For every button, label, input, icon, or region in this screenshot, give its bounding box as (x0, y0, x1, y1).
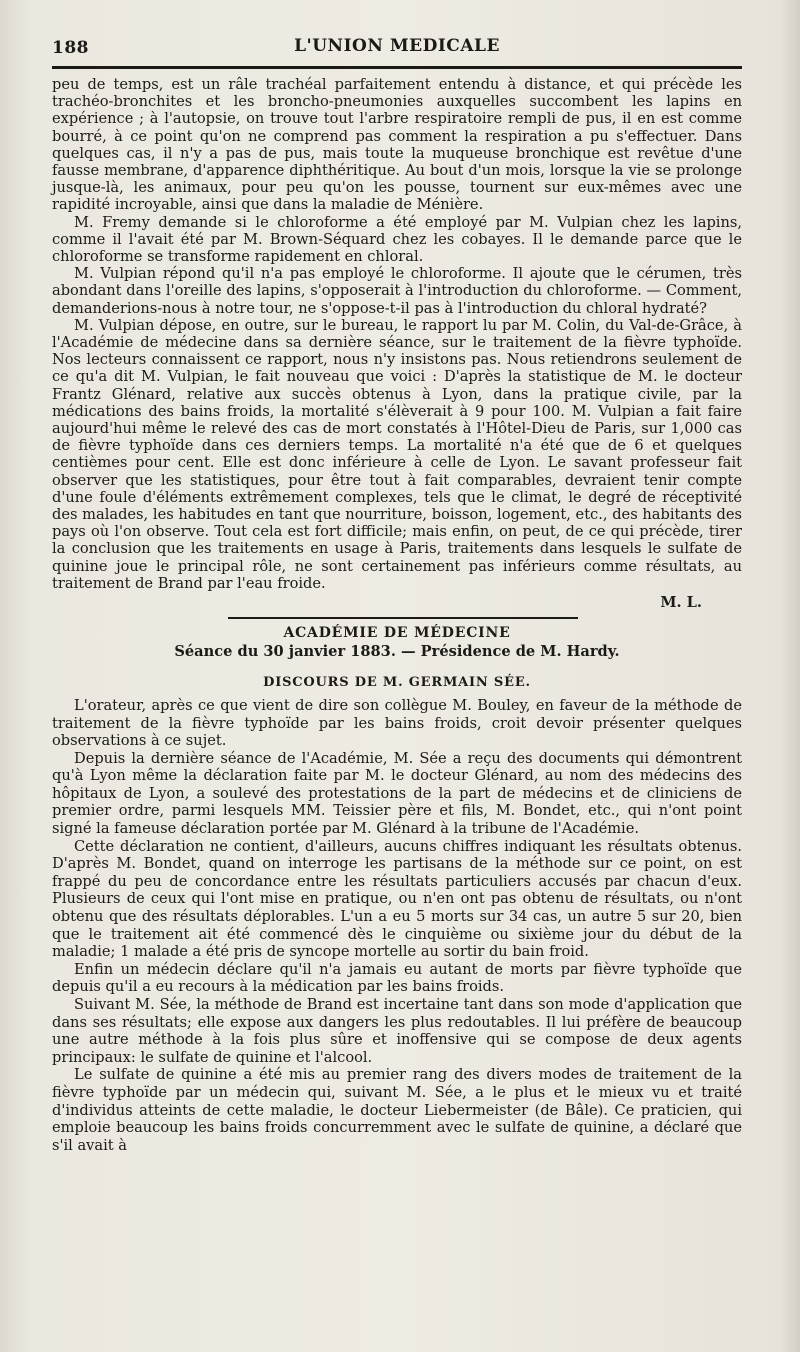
session-line: Séance du 30 janvier 1883. — Présidence de M. Hardy. (174, 642, 620, 660)
paragraph: Cette déclaration ne contient, d'ailleurs, aucuns chiffres indiquant les résultats obtenus. D'après M. Bondet, quand on interroge les partisans de la méthode sur ce point, on est frappé du peu de concordance entre les résultats particuliers accusés par chacun d'eux. Plusieurs de ceux qui l'ont mise en pratique, ou n'en ont pas obtenu de résultats, ou n'ont obtenu que des résultats déplorables. L'un a eu 5 morts sur 34 cas, un autre 5 sur 20, bien que le traitement ait été commencé dès le cinquième ou sixième jour du début de la maladie; 1 malade a été pris de syncope mortelle au sortir du bain froid. (52, 837, 742, 961)
paragraph: Le sulfate de quinine a été mis au premier rang des divers modes de traitement de la fièvre typhoïde par un médecin qui, suivant M. Sée, a le plus et le mieux vu et traité d'individus atteints de cette maladie, le docteur Liebermeister (de Bâle). Ce praticien, qui emploie beaucoup les bains froids concurremment avec le sulfate de quinine, a déclaré que s'il avait à (52, 1066, 742, 1154)
paragraph: Depuis la dernière séance de l'Académie, M. Sée a reçu des documents qui démontrent qu'à Lyon même la déclaration faite par M. le docteur Glénard, au nom des médecins des hôpitaux de Lyon, a soulevé des protestations de la part de médecins et de cliniciens de premier ordre, parmi lesquels MM. Teissier père et fils, M. Bondet, etc., qui n'ont point signé la fameuse déclaration portée par M. Glénard à la tribune de l'Académie. (52, 749, 742, 838)
journal-title: L'UNION MEDICALE (294, 36, 500, 56)
section-separator (228, 617, 578, 619)
discourse-heading: DISCOURS DE M. GERMAIN SÉE. (263, 674, 531, 690)
article-body (52, 76, 742, 1154)
running-header (52, 34, 742, 60)
paragraph: Enfin un médecin déclare qu'il n'a jamais eu autant de morts par fièvre typhoïde que depuis qu'il a eu recours à la médication par les bains froids. (52, 960, 742, 996)
author-signature: M. L. (660, 594, 702, 612)
paragraph: M. Vulpian répond qu'il n'a pas employé le chloroforme. Il ajoute que le cérumen, très abondant dans l'oreille des lapins, s'opposerait à l'introduction du chloroforme. — Comment, demanderions-nous à notre tour, ne s'oppose-t-il pas à l'introduction du chloral hydraté? (52, 265, 742, 317)
paragraph: M. Vulpian dépose, en outre, sur le bureau, le rapport lu par M. Colin, du Val-de-Grâce, à l'Académie de médecine dans sa dernière séance, sur le traitement de la fièvre typhoïde. Nos lecteurs connaissent ce rapport, nous n'y insistons pas. Nous retiendrons seulement de ce qu'a dit M. Vulpian, le fait nouveau que voici : D'après la statistique de M. le docteur Frantz Glénard, relative aux succès obtenus à Lyon, dans la pratique civile, par la médications des bains froids, la mortalité s'élèverait à 9 pour 100. M. Vulpian a fait faire aujourd'hui même le relevé des cas de mort constatés à l'Hôtel-Dieu de Paris, sur 1,000 cas de fièvre typhoïde dans ces derniers temps. La mortalité n'a été que de 6 et quelques centièmes pour cent. Elle est donc inférieure à celle de Lyon. Le savant professeur fait observer que les statistiques, pour être tout à fait comparables, devraient tenir compte d'une foule d'éléments extrêmement complexes, tels que le climat, le degré de réceptivité des malades, les habitudes en tant que nourriture, boisson, logement, etc., des habitants des pays où l'on observe. Tout cela est fort difficile; mais enfin, on peut, de ce qui précède, tirer la conclusion que les traitements en usage à Paris, traitements dans lesquels le sulfate de quinine joue le principal rôle, ne sont certainement pas inférieurs comme résultats, au traitement de Brand par l'eau froide. (52, 316, 742, 592)
discourse-body (52, 697, 742, 1154)
header-rule (52, 66, 742, 69)
page-number: 188 (52, 38, 89, 58)
section-title: ACADÉMIE DE MÉDECINE (283, 625, 511, 642)
paragraph: peu de temps, est un râle trachéal parfaitement entendu à distance, et qui précède les trachéo-bronchites et les broncho-pneumonies auxquelles succombent les lapins en expérience ; à l'autopsie, on trouve tout l'arbre respiratoire rempli de pus, il en est comme bourré, à ce point qu'on ne comprend pas comment la respiration a pu s'effectuer. Dans quelques cas, il n'y a pas de pus, mais toute la muqueuse bronchique est revêtue d'une fausse membrane, d'apparence diphthéritique. Au bout d'un mois, lorsque la vie se prolonge jusque-là, les animaux, pour peu qu'on les pousse, tournent sur eux-mêmes avec une rapidité incroyable, ainsi que dans la maladie de Ménière. (52, 76, 742, 214)
paragraph: M. Fremy demande si le chloroforme a été employé par M. Vulpian chez les lapins, comme il l'avait été par M. Brown-Séquard chez les cobayes. Il le demande parce que le chloroforme se transforme rapidement en chloral. (52, 213, 742, 266)
paragraph: Suivant M. Sée, la méthode de Brand est incertaine tant dans son mode d'application que dans ses résultats; elle expose aux dangers les plus redoutables. Il lui préfère de beaucoup une autre méthode à la fois plus sûre et inoffensive qui se compose de deux agents principaux: le sulfate de quinine et l'alcool. (52, 996, 742, 1066)
paragraph: L'orateur, après ce que vient de dire son collègue M. Bouley, en faveur de la méthode de traitement de la fièvre typhoïde par les bains froids, croit devoir présenter quelques observations à ce sujet. (52, 696, 742, 750)
